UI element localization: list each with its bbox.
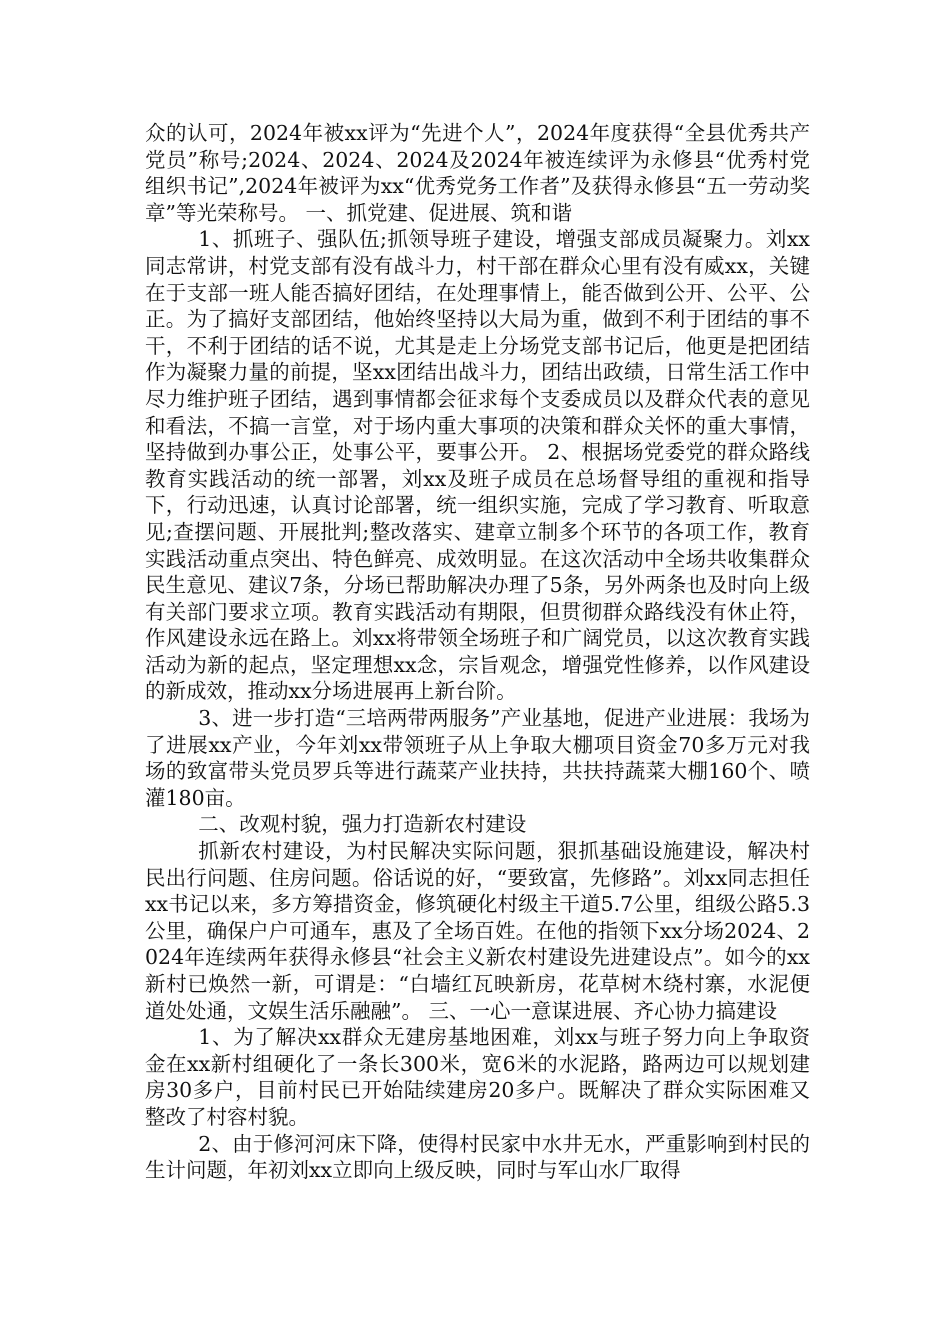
paragraph-5: 1、为了解决xx群众无建房基地困难，刘xx与班子努力向上争取资金在xx新村组硬化了一条长300米，宽6米的水泥路，路两边可以规划建房30多户，目前村民已开始陆续建房20多户。既解决了群众实际困难又整改了村容村貌。 — [145, 1025, 810, 1129]
document-body — [145, 120, 810, 1184]
paragraph-2: 1、抓班子、强队伍;抓领导班子建设，增强支部成员凝聚力。刘xx同志常讲，村党支部有没有战斗力，村干部在群众心里有没有威xx，关键在于支部一班人能否搞好团结，在处理事情上，能否做到公开、公平、公正。为了搞好支部团结，他始终坚持以大局为重，做到不利于团结的事不干，不利于团结的话不说，尤其是走上分场党支部书记后，他更是把团结作为凝聚力量的前提，坚xx团结出战斗力，团结出政绩，日常生活工作中尽力维护班子团结，遇到事情都会征求每个支委成员以及群众代表的意见和看法，不搞一言堂，对于场内重大事项的决策和群众关怀的重大事情，坚持做到办事公正，处事公平，要事公开。 2、根据场党委党的群众路线教育实践活动的统一部署，刘xx及班子成员在总场督导组的重视和指导下，行动迅速，认真讨论部署，统一组织实施，完成了学习教育、听取意见;查摆问题、开展批判;整改落实、建章立制多个环节的各项工作，教育实践活动重点突出、特色鲜亮、成效明显。在这次活动中全场共收集群众民生意见、建议7条，分场已帮助解决办理了5条，另外两条也及时向上级有关部门要求立项。教育实践活动有期限，但贯彻群众路线没有休止符，作风建设永远在路上。刘xx将带领全场班子和广阔党员，以这次教育实践活动为新的起点，坚定理想xx念，宗旨观念，增强党性修养，以作风建设的新成效，推动xx分场进展再上新台阶。 — [145, 227, 810, 704]
paragraph-1: 众的认可，2024年被xx评为“先进个人”，2024年度获得“全县优秀共产党员”称号;2024、2024、2024及2024年被连续评为永修县“优秀村党组织书记”,2024年被评为xx“优秀党务工作者”及获得永修县“五一劳动奖章”等光荣称号。 一、抓党建、促进展、筑和谐 — [145, 121, 810, 225]
paragraph-3: 3、进一步打造“三培两带两服务”产业基地，促进产业进展：我场为了进展xx产业，今年刘xx带领班子从上争取大棚项目资金70多万元对我场的致富带头党员罗兵等进行蔬菜产业扶持，共扶持蔬菜大棚160个、喷灌180亩。 — [145, 706, 810, 810]
paragraph-4: 抓新农村建设，为村民解决实际问题，狠抓基础设施建设，解决村民出行问题、住房问题。俗话说的好，“要致富，先修路”。刘xx同志担任xx书记以来，多方筹措资金，修筑硬化村级主干道5.7公里，组级公路5.3公里，确保户户可通车，惠及了全场百姓。在他的指领下xx分场2024、2024年连续两年获得永修县“社会主义新农村建设先进建设点”。如今的xx新村已焕然一新，可谓是：“白墙红瓦映新房，花草树木绕村寨，水泥便道处处通，文娱生活乐融融”。 三、一心一意谋进展、齐心协力搞建设 — [145, 839, 810, 1023]
section-heading-2: 二、改观村貌，强力打造新农村建设 — [198, 812, 527, 837]
paragraph-6: 2、由于修河河床下降，使得村民家中水井无水，严重影响到村民的生计问题，年初刘xx立即向上级反映，同时与军山水厂取得 — [145, 1131, 810, 1183]
